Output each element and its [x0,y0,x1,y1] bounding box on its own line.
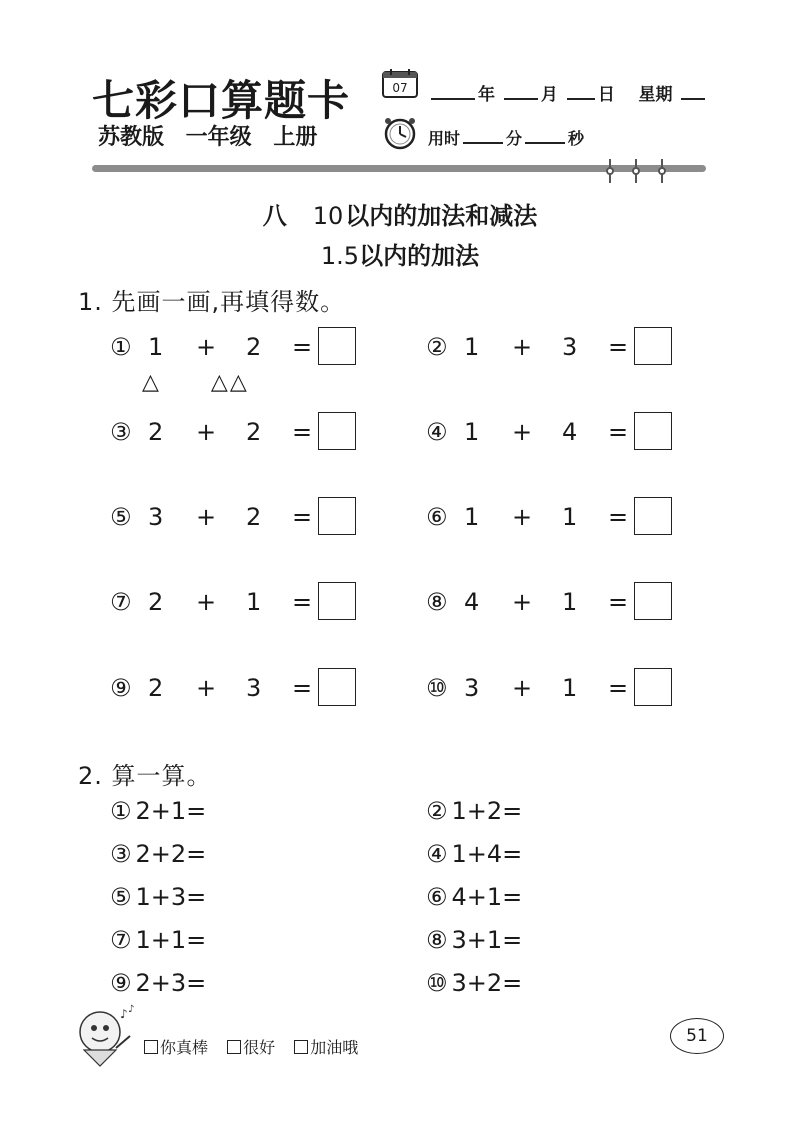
addend-a: 2 [148,674,164,702]
checkbox[interactable] [144,1040,158,1054]
item-number: ④ [426,840,448,868]
item-number: ⑧ [426,926,448,954]
answer-box[interactable] [318,668,356,706]
plus-sign: + [512,503,533,531]
equals-sign: = [608,503,629,531]
equals-sign: = [292,418,313,446]
item-number: ⑧ [426,588,448,616]
item-number: ⑨ [110,674,132,702]
expression: 2+2= [135,840,207,868]
plus-sign: + [512,333,533,361]
item-number: ⑩ [426,969,448,997]
equals-sign: = [292,674,313,702]
answer-box[interactable] [318,497,356,535]
item-number: ③ [110,840,132,868]
plus-sign: + [512,418,533,446]
question-2-heading: 2. 算一算。 [78,762,212,790]
expression: 1+2= [451,797,523,825]
equation-row [426,327,726,367]
addend-b: 1 [562,674,578,702]
answer-box[interactable] [634,582,672,620]
svg-text:♪: ♪ [128,1004,135,1015]
equals-sign: = [292,333,313,361]
addend-a: 2 [148,588,164,616]
calc-item[interactable] [426,883,522,911]
question-1-heading: 1. 先画一画,再填得数。 [78,288,346,316]
equation-row [110,582,410,622]
svg-text:♪: ♪ [120,1007,128,1021]
addend-b: 1 [562,503,578,531]
addend-b: 2 [246,333,262,361]
addend-b: 1 [562,588,578,616]
year-blank[interactable] [431,84,475,100]
plus-sign: + [196,333,217,361]
date-line: 年 月 日 星期 [428,80,708,105]
self-evaluation [144,1035,372,1058]
answer-box[interactable] [634,412,672,450]
option-keep-going[interactable]: 加油哦 [294,1038,358,1057]
equation-row [426,582,726,622]
addend-a: 2 [148,418,164,446]
calc-item[interactable] [426,969,522,997]
equation-row [426,497,726,537]
weekday-blank[interactable] [681,84,705,100]
chapter-title: 八 10以内的加法和减法 [262,202,538,230]
equation-row [110,497,410,537]
addend-a: 1 [464,333,480,361]
addend-a: 3 [148,503,164,531]
answer-box[interactable] [318,582,356,620]
plus-sign: + [196,503,217,531]
addend-b: 3 [562,333,578,361]
item-number: ⑥ [426,503,448,531]
item-number: ② [426,797,448,825]
addend-b: 3 [246,674,262,702]
addend-b: 2 [246,503,262,531]
equation-row [110,412,410,452]
page-number: 51 [670,1018,724,1054]
expression: 2+3= [135,969,207,997]
calc-item[interactable] [110,969,206,997]
month-blank[interactable] [504,84,538,100]
calc-item[interactable] [426,797,522,825]
equals-sign: = [608,333,629,361]
addend-b: 2 [246,418,262,446]
addend-a: 3 [464,674,480,702]
addend-a: 1 [148,333,164,361]
option-good[interactable]: 很好 [227,1038,275,1057]
item-number: ④ [426,418,448,446]
equation-row [426,668,726,708]
item-number: ① [110,333,132,361]
calc-item[interactable] [110,840,206,868]
expression: 1+3= [135,883,207,911]
equation-row [110,327,410,367]
item-number: ⑩ [426,674,448,702]
item-number: ⑨ [110,969,132,997]
expression: 3+2= [451,969,523,997]
option-great[interactable]: 你真棒 [144,1038,208,1057]
equation-row [110,668,410,708]
calc-item[interactable] [110,883,206,911]
expression: 1+1= [135,926,207,954]
calc-item[interactable] [110,926,206,954]
equals-sign: = [292,503,313,531]
addend-b: 4 [562,418,578,446]
item-number: ⑦ [110,926,132,954]
minute-blank[interactable] [463,128,503,144]
time-line: 用时 分 秒 [428,129,585,148]
calc-item[interactable] [110,797,206,825]
expression: 2+1= [135,797,207,825]
equals-sign: = [292,588,313,616]
answer-box[interactable] [634,327,672,365]
equals-sign: = [608,588,629,616]
answer-box[interactable] [634,497,672,535]
addend-b: 1 [246,588,262,616]
addend-a: 1 [464,503,480,531]
edition-label: 苏教版 一年级 上册 [98,125,318,150]
item-number: ① [110,797,132,825]
clock-icon [382,116,418,150]
item-number: ⑥ [426,883,448,911]
expression: 3+1= [451,926,523,954]
item-number: ⑤ [110,503,132,531]
expression: 1+4= [451,840,523,868]
plus-sign: + [196,588,217,616]
item-number: ⑦ [110,588,132,616]
binder-rings-icon [598,157,678,185]
brand-title: 七彩口算题卡 [92,76,351,125]
calc-item[interactable] [426,926,522,954]
equals-sign: = [608,418,629,446]
second-blank[interactable] [525,128,565,144]
day-blank[interactable] [567,84,595,100]
equation-row [426,412,726,452]
answer-box[interactable] [634,668,672,706]
calendar-icon [382,68,418,98]
checkbox[interactable] [294,1040,308,1054]
calendar-day: 07 [392,81,408,95]
triangle-drawing: △ △△ [142,370,249,395]
plus-sign: + [196,418,217,446]
answer-box[interactable] [318,327,356,365]
item-number: ⑤ [110,883,132,911]
mascot-illustration [70,1002,140,1070]
plus-sign: + [512,588,533,616]
addend-a: 4 [464,588,480,616]
item-number: ② [426,333,448,361]
expression: 4+1= [451,883,523,911]
item-number: ③ [110,418,132,446]
plus-sign: + [196,674,217,702]
checkbox[interactable] [227,1040,241,1054]
section-title: 1.5以内的加法 [320,242,480,270]
plus-sign: + [512,674,533,702]
calc-item[interactable] [426,840,522,868]
answer-box[interactable] [318,412,356,450]
addend-a: 1 [464,418,480,446]
equals-sign: = [608,674,629,702]
